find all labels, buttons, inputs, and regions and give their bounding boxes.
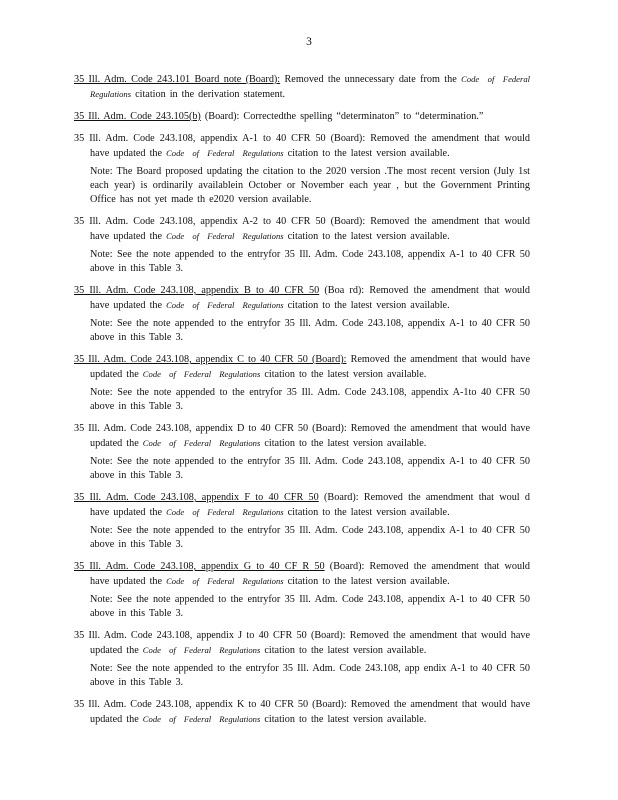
cfr-title-italic: Code of Federal Regulations bbox=[142, 369, 261, 379]
entry-note: Note: See the note appended to the entryfor 35 Ill. Adm. Code 243.108, appendix A-1to 40 CFR 50 above in this Table 3. bbox=[90, 387, 530, 412]
entry-description: (Board): Correctedthe spelling “determinaton” to “determination.” bbox=[204, 111, 484, 122]
cfr-title-italic: Code of Federal Regulations bbox=[166, 148, 284, 158]
table-entry bbox=[74, 132, 530, 207]
entry-description-end: citation to the latest version available. bbox=[264, 645, 427, 656]
entry-text bbox=[74, 491, 530, 520]
entry-description-end: citation to the latest version available. bbox=[264, 369, 427, 380]
entry-citation: 35 Ill. Adm. Code 243.108, appendix G to 40 CF R 50 bbox=[74, 561, 325, 572]
entry-note: Note: See the note appended to the entryfor 35 Ill. Adm. Code 243.108, appendix A-1 to 40 CFR 50 above in this Table 3. bbox=[90, 249, 530, 274]
entry-description: Removed the amendment that would have updated the bbox=[90, 630, 531, 656]
entry-description: Removed the amendment that would have updated the bbox=[90, 354, 531, 380]
entry-note: Note: See the note appended to the entryfor 35 Ill. Adm. Code 243.108, appendix A-1 to 40 CFR 50 above in this Table 3. bbox=[90, 594, 530, 619]
entry-description-end: citation to the latest version available. bbox=[287, 148, 450, 159]
entry-description: (Board): Removed the amendment that woul d have updated the bbox=[90, 492, 531, 518]
entry-note: Note: The Board proposed updating the citation to the 2020 version .The most recent version (July 1st each year) is ordinarily availablein October or November each year , but the Government Printing Office has not yet made th e2020 version available. bbox=[90, 166, 531, 205]
table-entry bbox=[74, 215, 530, 276]
cfr-title-italic: Code of Federal Regulations bbox=[90, 74, 531, 99]
entry-description-end: citation to the latest version available. bbox=[287, 576, 450, 587]
entry-text bbox=[74, 284, 530, 313]
entry-text bbox=[74, 629, 530, 658]
table-entry bbox=[74, 560, 530, 621]
cfr-title-italic: Code of Federal Regulations bbox=[142, 438, 261, 448]
entry-text bbox=[74, 132, 530, 161]
amendment-table bbox=[74, 72, 530, 735]
entry-citation: 35 Ill. Adm. Code 243.108, appendix F to 40 CFR 50 bbox=[74, 492, 319, 503]
entry-citation: 35 Ill. Adm. Code 243.108, appendix K to 40 CFR 50 (Board): bbox=[74, 699, 347, 710]
entry-description: Removed the amendment that would have updated the bbox=[90, 423, 530, 449]
entry-citation: 35 Ill. Adm. Code 243.101 Board note (Board): bbox=[74, 74, 281, 85]
table-entry bbox=[74, 72, 530, 102]
entry-text bbox=[74, 215, 530, 244]
entry-description-end: citation in the derivation statement. bbox=[135, 89, 286, 100]
table-entry bbox=[74, 491, 530, 552]
table-entry bbox=[74, 698, 530, 727]
entry-note: Note: See the note appended to the entryfor 35 Ill. Adm. Code 243.108, appendix A-1 to 40 CFR 50 above in this Table 3. bbox=[90, 456, 530, 481]
entry-citation: 35 Ill. Adm. Code 243.108, appendix B to 40 CFR 50 bbox=[74, 285, 320, 296]
table-entry bbox=[74, 284, 530, 345]
entry-description: (Board): Removed the amendment that would have updated the bbox=[90, 561, 530, 587]
entry-description-end: citation to the latest version available. bbox=[264, 714, 427, 725]
cfr-title-italic: Code of Federal Regulations bbox=[166, 231, 284, 241]
entry-citation: 35 Ill. Adm. Code 243.105(b) bbox=[74, 111, 201, 122]
cfr-title-italic: Code of Federal Regulations bbox=[142, 645, 261, 655]
entry-description-end: citation to the latest version available. bbox=[287, 300, 450, 311]
entry-citation: 35 Ill. Adm. Code 243.108, appendix C to 40 CFR 50 (Board): bbox=[74, 354, 347, 365]
entry-citation: 35 Ill. Adm. Code 243.108, appendix A-2 to 40 CFR 50 (Board): bbox=[74, 216, 366, 227]
table-entry bbox=[74, 110, 530, 124]
cfr-title-italic: Code of Federal Regulations bbox=[142, 714, 261, 724]
entry-description-end: citation to the latest version available. bbox=[264, 438, 427, 449]
entry-text bbox=[74, 698, 530, 727]
table-entry bbox=[74, 422, 530, 483]
entry-description: Removed the unnecessary date from the bbox=[284, 74, 457, 85]
entry-description: Removed the amendment that would have updated the bbox=[90, 216, 531, 242]
table-entry bbox=[74, 353, 530, 414]
entry-text bbox=[74, 353, 530, 382]
entry-description: Removed the amendment that would have updated the bbox=[90, 699, 530, 725]
entry-text bbox=[74, 422, 530, 451]
entry-text bbox=[74, 560, 530, 589]
cfr-title-italic: Code of Federal Regulations bbox=[166, 300, 284, 310]
entry-description: (Boa rd): Removed the amendment that would have updated the bbox=[90, 285, 530, 311]
entry-note: Note: See the note appended to the entryfor 35 Ill. Adm. Code 243.108, appendix A-1 to 40 CFR 50 above in this Table 3. bbox=[90, 318, 530, 343]
entry-note: Note: See the note appended to the entryfor 35 Ill. Adm. Code 243.108, appendix A-1 to 40 CFR 50 above in this Table 3. bbox=[90, 525, 530, 550]
entry-citation: 35 Ill. Adm. Code 243.108, appendix A-1 to 40 CFR 50 (Board): bbox=[74, 133, 366, 144]
entry-citation: 35 Ill. Adm. Code 243.108, appendix J to 40 CFR 50 (Board): bbox=[74, 630, 346, 641]
page-number: 3 bbox=[306, 36, 312, 48]
table-entry bbox=[74, 629, 530, 690]
cfr-title-italic: Code of Federal Regulations bbox=[166, 576, 284, 586]
entry-description-end: citation to the latest version available. bbox=[287, 507, 450, 518]
entry-text bbox=[74, 72, 530, 102]
entry-note: Note: See the note appended to the entryfor 35 Ill. Adm. Code 243.108, app endix A-1 to 40 CFR 50 above in this Table 3. bbox=[90, 663, 530, 688]
entry-text bbox=[74, 110, 530, 124]
entry-description: Removed the amendment that would have updated the bbox=[90, 133, 531, 159]
entry-description-end: citation to the latest version available. bbox=[287, 231, 450, 242]
cfr-title-italic: Code of Federal Regulations bbox=[166, 507, 284, 517]
entry-citation: 35 Ill. Adm. Code 243.108, appendix D to 40 CFR 50 (Board): bbox=[74, 423, 347, 434]
